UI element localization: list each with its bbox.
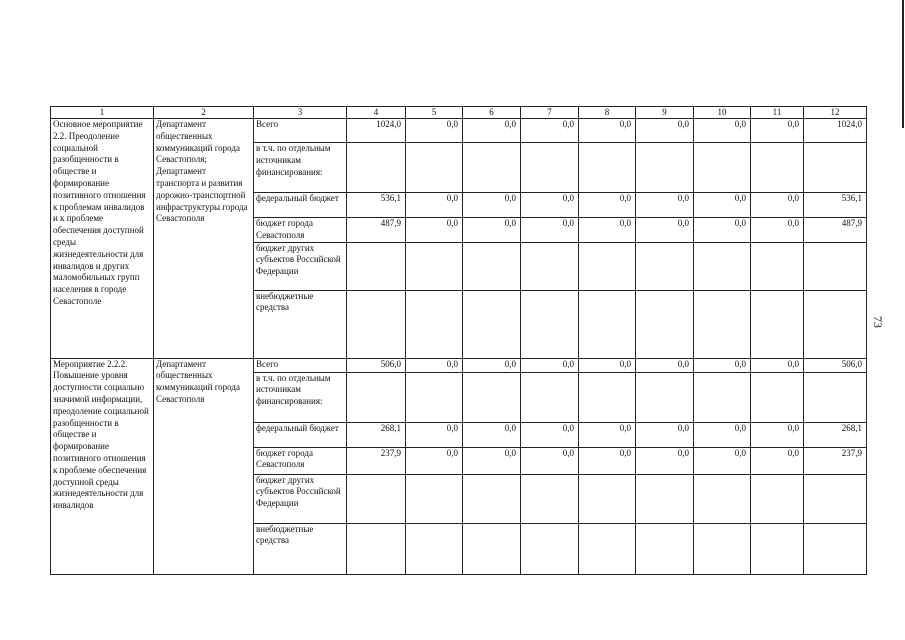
source-label-cell: Всего (254, 358, 347, 372)
value-cell: 0,0 (521, 447, 579, 474)
table-header-row (51, 107, 867, 119)
value-cell (521, 143, 579, 193)
value-cell (579, 143, 636, 193)
value-cell (636, 372, 694, 422)
value-cell: 0,0 (406, 447, 463, 474)
value-cell (463, 523, 521, 574)
value-cell: 268,1 (804, 422, 867, 447)
value-cell (804, 474, 867, 523)
value-cell: 0,0 (579, 218, 636, 243)
value-cell (694, 143, 751, 193)
responsible-cell: Департамент общественных коммуникаций города Севастополя (154, 358, 254, 574)
value-cell (521, 290, 579, 358)
value-cell: 0,0 (636, 119, 694, 143)
header-cell: 9 (636, 107, 694, 119)
value-cell (751, 242, 804, 290)
value-cell (347, 372, 406, 422)
value-cell (463, 474, 521, 523)
value-cell: 0,0 (694, 193, 751, 218)
value-cell (347, 242, 406, 290)
value-cell: 268,1 (347, 422, 406, 447)
value-cell: 0,0 (521, 422, 579, 447)
value-cell (579, 242, 636, 290)
value-cell (694, 372, 751, 422)
value-cell (636, 474, 694, 523)
value-cell: 536,1 (804, 193, 867, 218)
value-cell (463, 290, 521, 358)
value-cell (463, 143, 521, 193)
header-cell: 10 (694, 107, 751, 119)
header-cell: 6 (463, 107, 521, 119)
value-cell: 0,0 (579, 119, 636, 143)
value-cell (406, 372, 463, 422)
value-cell: 0,0 (694, 119, 751, 143)
value-cell (804, 523, 867, 574)
value-cell (521, 523, 579, 574)
value-cell (751, 474, 804, 523)
value-cell (694, 523, 751, 574)
header-cell: 11 (751, 107, 804, 119)
header-cell: 1 (51, 107, 154, 119)
header-cell: 7 (521, 107, 579, 119)
source-label-cell: бюджет города Севастополя (254, 218, 347, 243)
source-label-cell: бюджет города Севастополя (254, 447, 347, 474)
value-cell (804, 143, 867, 193)
value-cell (463, 372, 521, 422)
value-cell (636, 143, 694, 193)
value-cell (751, 523, 804, 574)
value-cell: 506,0 (804, 358, 867, 372)
value-cell (751, 290, 804, 358)
value-cell (579, 290, 636, 358)
value-cell: 0,0 (579, 447, 636, 474)
value-cell (636, 523, 694, 574)
value-cell (347, 523, 406, 574)
value-cell: 0,0 (751, 119, 804, 143)
value-cell: 0,0 (463, 358, 521, 372)
value-cell (406, 290, 463, 358)
value-cell: 0,0 (636, 218, 694, 243)
value-cell (521, 242, 579, 290)
value-cell: 0,0 (463, 447, 521, 474)
table-row (51, 119, 867, 143)
value-cell: 506,0 (347, 358, 406, 372)
value-cell: 0,0 (521, 358, 579, 372)
value-cell: 0,0 (751, 422, 804, 447)
value-cell: 0,0 (636, 358, 694, 372)
source-label-cell: бюджет других субъектов Российской Федерации (254, 242, 347, 290)
value-cell: 0,0 (636, 193, 694, 218)
value-cell (804, 372, 867, 422)
value-cell: 0,0 (751, 358, 804, 372)
source-label-cell: Всего (254, 119, 347, 143)
value-cell: 0,0 (463, 218, 521, 243)
value-cell (579, 523, 636, 574)
value-cell: 0,0 (521, 193, 579, 218)
source-label-cell: федеральный бюджет (254, 422, 347, 447)
value-cell: 0,0 (521, 218, 579, 243)
financing-table (50, 106, 867, 575)
activity-name-cell: Основное мероприятие 2.2. Преодоление социальной разобщенности в обществе и формирование позитивного отношения к проблемам инвалидов и к проблеме обеспечения доступной среды жизнедеятельности для инвалидов и других маломобильных групп населения в городе Севастополе (51, 119, 154, 359)
value-cell (804, 242, 867, 290)
source-label-cell: в т.ч. по отдельным источникам финансирования: (254, 372, 347, 422)
value-cell (347, 290, 406, 358)
value-cell (636, 242, 694, 290)
value-cell: 536,1 (347, 193, 406, 218)
source-label-cell: федеральный бюджет (254, 193, 347, 218)
value-cell (347, 474, 406, 523)
value-cell (751, 372, 804, 422)
source-label-cell: бюджет других субъектов Российской Федерации (254, 474, 347, 523)
header-cell: 4 (347, 107, 406, 119)
value-cell: 0,0 (694, 358, 751, 372)
value-cell: 0,0 (694, 447, 751, 474)
value-cell (463, 242, 521, 290)
value-cell: 0,0 (463, 119, 521, 143)
value-cell: 0,0 (751, 218, 804, 243)
page-number: 73 (871, 316, 885, 328)
value-cell: 0,0 (751, 193, 804, 218)
value-cell (694, 474, 751, 523)
value-cell (406, 242, 463, 290)
value-cell (751, 143, 804, 193)
source-label-cell: в т.ч. по отдельным источникам финансирования: (254, 143, 347, 193)
value-cell: 1024,0 (804, 119, 867, 143)
value-cell (347, 143, 406, 193)
value-cell: 237,9 (347, 447, 406, 474)
value-cell: 237,9 (804, 447, 867, 474)
value-cell (406, 523, 463, 574)
responsible-cell: Департамент общественных коммуникаций города Севастополя; Департамент транспорта и развития дорожно-транспортной инфраструктуры города Севастополя (154, 119, 254, 359)
header-cell: 3 (254, 107, 347, 119)
value-cell: 0,0 (694, 422, 751, 447)
value-cell: 0,0 (751, 447, 804, 474)
source-label-cell: внебюджетные средства (254, 290, 347, 358)
value-cell (694, 242, 751, 290)
header-cell: 8 (579, 107, 636, 119)
table-row (51, 358, 867, 372)
value-cell: 0,0 (521, 119, 579, 143)
value-cell (406, 143, 463, 193)
header-cell: 2 (154, 107, 254, 119)
value-cell: 0,0 (406, 193, 463, 218)
value-cell: 487,9 (347, 218, 406, 243)
value-cell: 0,0 (463, 193, 521, 218)
page-edge-line (902, 0, 904, 128)
value-cell: 0,0 (636, 447, 694, 474)
value-cell (579, 372, 636, 422)
value-cell: 0,0 (579, 358, 636, 372)
value-cell: 0,0 (463, 422, 521, 447)
value-cell: 1024,0 (347, 119, 406, 143)
value-cell (406, 474, 463, 523)
value-cell: 0,0 (636, 422, 694, 447)
header-cell: 5 (406, 107, 463, 119)
value-cell: 487,9 (804, 218, 867, 243)
value-cell: 0,0 (406, 119, 463, 143)
value-cell: 0,0 (579, 193, 636, 218)
value-cell (521, 474, 579, 523)
value-cell: 0,0 (406, 358, 463, 372)
header-cell: 12 (804, 107, 867, 119)
value-cell (636, 290, 694, 358)
value-cell: 0,0 (406, 218, 463, 243)
value-cell (694, 290, 751, 358)
source-label-cell: внебюджетные средства (254, 523, 347, 574)
value-cell (804, 290, 867, 358)
value-cell: 0,0 (694, 218, 751, 243)
value-cell: 0,0 (406, 422, 463, 447)
value-cell (579, 474, 636, 523)
value-cell (521, 372, 579, 422)
value-cell: 0,0 (579, 422, 636, 447)
activity-name-cell: Мероприятие 2.2.2. Повышение уровня доступности социально значимой информации, преодоление социальной разобщенности в обществе и формирование позитивного отношения к проблеме обеспечения доступной среды жизнедеятельности для инвалидов (51, 358, 154, 574)
